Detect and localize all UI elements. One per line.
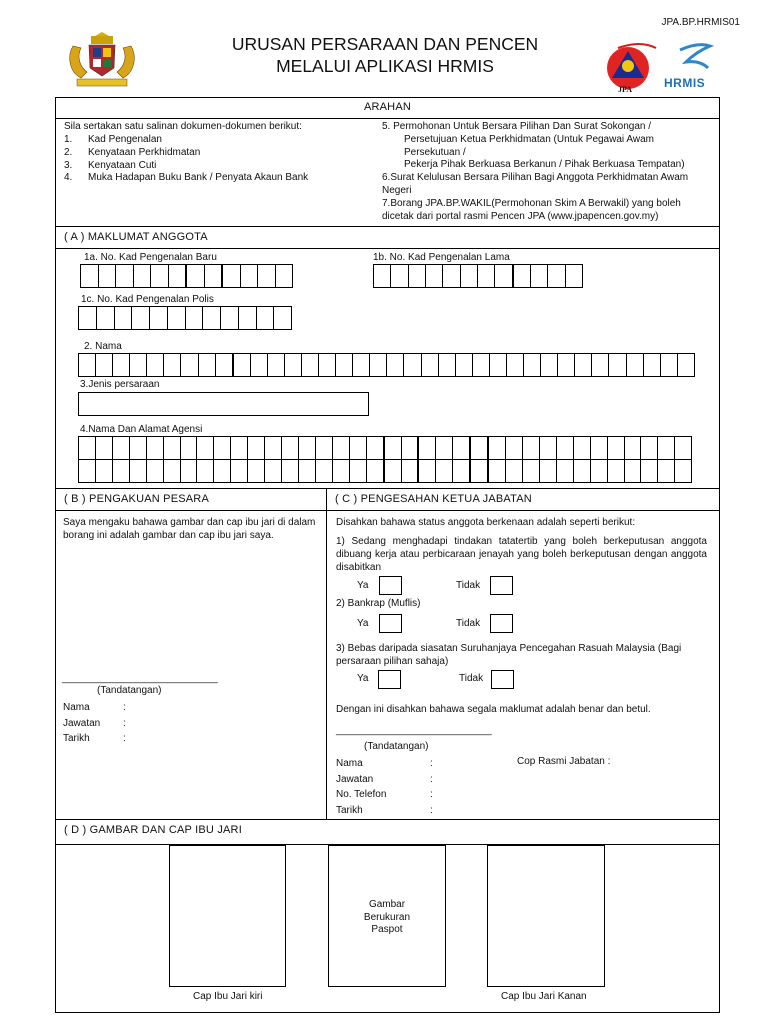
- jpa-hrmis-logo: [600, 38, 725, 96]
- char-box[interactable]: [391, 265, 408, 287]
- char-box[interactable]: [239, 307, 257, 329]
- char-box[interactable]: [248, 460, 265, 482]
- char-box[interactable]: [540, 437, 557, 459]
- section-c-signature-line: ____________________________: [336, 725, 492, 736]
- char-box[interactable]: [164, 354, 181, 376]
- left-thumbprint-box[interactable]: [169, 845, 286, 987]
- hrmis-logo-text: HRMIS: [664, 76, 706, 90]
- char-box[interactable]: [197, 437, 214, 459]
- char-box[interactable]: [333, 460, 350, 482]
- char-box[interactable]: [540, 460, 557, 482]
- char-box[interactable]: [333, 437, 350, 459]
- char-box[interactable]: [489, 437, 506, 459]
- section-c-declaration: Dengan ini disahkan bahawa segala maklumat adalah benar dan betul.: [336, 704, 651, 715]
- q1-ya-label: Ya: [357, 580, 369, 591]
- label-jenis-persaraan: 3.Jenis persaraan: [80, 379, 160, 390]
- char-box[interactable]: [79, 307, 97, 329]
- char-box[interactable]: [150, 307, 168, 329]
- char-box[interactable]: [557, 460, 574, 482]
- photo-label-line-3: Paspot: [371, 924, 403, 935]
- arahan-right-list: 5. Permohonan Untuk Bersara Pilihan Dan Surat Sokongan / Persetujuan Ketua Perkhidmatan (Untuk Pegawai Awam Persekutuan / Pekerja Pihak Berkuasa Berkanun / Pihak Berkuasa Tempatan) 6.Surat Kelulusan Bersara Pilihan Bagi Anggota Perkhidmatan Awam Negeri 7.Borang JPA.BP.WAKIL(Permohonan Skim A Berwakil) yang boleh dicetak dari portal rasmi Pencen JPA (www.jpapencen.gov.my): [382, 121, 689, 222]
- char-box[interactable]: [644, 354, 661, 376]
- char-box[interactable]: [203, 307, 221, 329]
- form-title-line-2: MELALUI APLIKASI HRMIS: [276, 56, 494, 76]
- char-box[interactable]: [316, 460, 333, 482]
- char-box[interactable]: [507, 354, 524, 376]
- section-b-title: ( B ) PENGAKUAN PESARA: [64, 493, 209, 505]
- section-b-fields: Nama : Jawatan : Tarikh :: [63, 702, 126, 744]
- char-box[interactable]: [443, 265, 460, 287]
- char-box[interactable]: [531, 265, 548, 287]
- char-box[interactable]: [81, 265, 99, 287]
- char-box[interactable]: [221, 307, 239, 329]
- section-c-q3: 3) Bebas daripada siasatan Suruhanjaya Pencegahan Rasuah Malaysia (Bagi persaraan pilihan sahaja): [336, 643, 682, 667]
- char-box[interactable]: [489, 460, 506, 482]
- char-box[interactable]: [274, 307, 291, 329]
- char-box[interactable]: [214, 437, 231, 459]
- char-box[interactable]: [385, 437, 402, 459]
- char-box[interactable]: [627, 354, 644, 376]
- char-box[interactable]: [608, 437, 625, 459]
- char-box[interactable]: [506, 460, 523, 482]
- char-box[interactable]: [661, 354, 678, 376]
- char-box[interactable]: [257, 307, 275, 329]
- right-thumbprint-box[interactable]: [487, 845, 605, 987]
- q3-tidak-label: Tidak: [459, 673, 484, 684]
- char-box[interactable]: [251, 354, 268, 376]
- char-box[interactable]: [132, 307, 150, 329]
- char-box[interactable]: [164, 437, 181, 459]
- char-box[interactable]: [558, 354, 575, 376]
- char-box[interactable]: [353, 354, 370, 376]
- section-c-title: ( C ) PENGESAHAN KETUA JABATAN: [335, 493, 532, 505]
- char-box[interactable]: [299, 437, 316, 459]
- section-b-signature-line: ____________________________: [62, 673, 218, 684]
- jpa-logo-text: JPA: [618, 85, 633, 94]
- char-box[interactable]: [461, 265, 478, 287]
- arahan-left-list: 1. Kad Pengenalan 2. Kenyataan Perkhidmatan 3. Kenyataan Cuti 4. Muka Hadapan Buku Bank / Penyata Akaun Bank: [64, 134, 309, 184]
- char-box[interactable]: [168, 307, 186, 329]
- char-box[interactable]: [181, 460, 198, 482]
- char-box[interactable]: [147, 354, 164, 376]
- cop-rasmi-jabatan: Cop Rasmi Jabatan :: [517, 756, 611, 767]
- char-box[interactable]: [130, 354, 147, 376]
- char-box[interactable]: [205, 265, 224, 287]
- q2-ya-label: Ya: [357, 618, 369, 629]
- agensi-boxes-row-2[interactable]: [78, 459, 692, 483]
- char-box[interactable]: [404, 354, 421, 376]
- char-box[interactable]: [181, 354, 198, 376]
- char-box[interactable]: [164, 460, 181, 482]
- char-box[interactable]: [548, 265, 565, 287]
- agensi-boxes-row-1[interactable]: [78, 436, 692, 460]
- jenis-persaraan-field[interactable]: [78, 392, 369, 416]
- char-box[interactable]: [566, 265, 582, 287]
- char-box[interactable]: [541, 354, 558, 376]
- section-c-q2: 2) Bankrap (Muflis): [336, 598, 421, 609]
- char-box[interactable]: [151, 265, 169, 287]
- char-box[interactable]: [453, 460, 471, 482]
- char-box[interactable]: [625, 437, 642, 459]
- q2-tidak-label: Tidak: [456, 618, 481, 629]
- char-box[interactable]: [436, 460, 453, 482]
- section-a-title: ( A ) MAKLUMAT ANGGOTA: [64, 231, 208, 243]
- char-box[interactable]: [147, 460, 164, 482]
- char-box[interactable]: [241, 265, 259, 287]
- char-box[interactable]: [276, 265, 293, 287]
- char-box[interactable]: [116, 265, 134, 287]
- section-b-statement: Saya mengaku bahawa gambar dan cap ibu jari di dalam borang ini adalah gambar dan cap ibu jari saya.: [63, 517, 316, 541]
- section-c-fields: Nama : Jawatan : No. Telefon : Tarikh :: [336, 758, 433, 816]
- char-box[interactable]: [147, 437, 164, 459]
- nama-boxes[interactable]: [78, 353, 695, 377]
- char-box[interactable]: [367, 437, 385, 459]
- label-nama: 2. Nama: [84, 341, 122, 352]
- char-box[interactable]: [134, 265, 152, 287]
- section-b-signature-label: (Tandatangan): [97, 685, 162, 696]
- char-box[interactable]: [79, 460, 96, 482]
- char-box[interactable]: [299, 460, 316, 482]
- char-box[interactable]: [641, 437, 658, 459]
- char-box[interactable]: [319, 354, 336, 376]
- section-c-signature-label: (Tandatangan): [364, 741, 429, 752]
- char-box[interactable]: [285, 354, 302, 376]
- char-box[interactable]: [675, 437, 691, 459]
- char-box[interactable]: [199, 354, 216, 376]
- char-box[interactable]: [113, 460, 130, 482]
- char-box[interactable]: [453, 437, 471, 459]
- char-box[interactable]: [350, 437, 367, 459]
- char-box[interactable]: [658, 437, 675, 459]
- char-box[interactable]: [231, 437, 248, 459]
- arahan-heading: ARAHAN: [363, 101, 412, 113]
- char-box[interactable]: [370, 354, 387, 376]
- char-box[interactable]: [675, 460, 691, 482]
- char-box[interactable]: [96, 437, 113, 459]
- char-box[interactable]: [97, 307, 115, 329]
- label-ic-new: 1a. No. Kad Pengenalan Baru: [84, 252, 217, 263]
- char-box[interactable]: [439, 354, 456, 376]
- form-title-line-1: URUSAN PERSARAAN DAN PENCEN: [231, 34, 539, 54]
- char-box[interactable]: [591, 437, 608, 459]
- char-box[interactable]: [316, 437, 333, 459]
- char-box[interactable]: [387, 354, 404, 376]
- char-box[interactable]: [234, 354, 251, 376]
- q3-ya-label: Ya: [357, 673, 369, 684]
- char-box[interactable]: [436, 437, 453, 459]
- label-ic-old: 1b. No. Kad Pengenalan Lama: [373, 252, 510, 263]
- char-box[interactable]: [523, 437, 540, 459]
- char-box[interactable]: [402, 460, 420, 482]
- char-box[interactable]: [113, 437, 130, 459]
- q1-tidak-checkbox[interactable]: [490, 576, 513, 595]
- char-box[interactable]: [223, 265, 241, 287]
- passport-photo-box[interactable]: [328, 845, 446, 987]
- char-box[interactable]: [214, 460, 231, 482]
- char-box[interactable]: [625, 460, 642, 482]
- char-box[interactable]: [473, 354, 490, 376]
- char-box[interactable]: [79, 354, 96, 376]
- char-box[interactable]: [96, 354, 113, 376]
- char-box[interactable]: [385, 460, 402, 482]
- char-box[interactable]: [402, 437, 420, 459]
- form-code: JPA.BP.HRMIS01: [661, 17, 740, 28]
- char-box[interactable]: [265, 460, 282, 482]
- char-box[interactable]: [524, 354, 541, 376]
- ic-police-boxes[interactable]: [78, 306, 292, 330]
- char-box[interactable]: [99, 265, 117, 287]
- q1-ya-checkbox[interactable]: [379, 576, 402, 595]
- char-box[interactable]: [608, 460, 625, 482]
- char-box[interactable]: [265, 437, 282, 459]
- char-box[interactable]: [248, 437, 265, 459]
- char-box[interactable]: [197, 460, 214, 482]
- label-nama-alamat-agensi: 4.Nama Dan Alamat Agensi: [80, 424, 203, 435]
- right-thumb-label: Cap Ibu Jari Kanan: [501, 991, 587, 1002]
- char-box[interactable]: [282, 460, 299, 482]
- char-box[interactable]: [478, 265, 495, 287]
- ic-old-boxes[interactable]: [373, 264, 583, 288]
- char-box[interactable]: [409, 265, 426, 287]
- char-box[interactable]: [471, 460, 489, 482]
- q3-tidak-checkbox[interactable]: [491, 670, 514, 689]
- q2-ya-checkbox[interactable]: [379, 614, 402, 633]
- section-d-title: ( D ) GAMBAR DAN CAP IBU JARI: [64, 824, 242, 836]
- char-box[interactable]: [574, 460, 591, 482]
- section-c-intro: Disahkan bahawa status anggota berkenaan adalah seperti berikut:: [336, 517, 636, 528]
- char-box[interactable]: [282, 437, 299, 459]
- char-box[interactable]: [609, 354, 626, 376]
- char-box[interactable]: [575, 354, 592, 376]
- q2-tidak-checkbox[interactable]: [490, 614, 513, 633]
- char-box[interactable]: [186, 307, 204, 329]
- section-c-q1: 1) Sedang menghadapi tindakan tatatertib yang boleh berkeputusan anggota dibuang kerja atau perbicaraan jenayah yang boleh berkeputusan dengan anggota disabitkan: [336, 536, 707, 573]
- char-box[interactable]: [115, 307, 133, 329]
- char-box[interactable]: [495, 265, 513, 287]
- char-box[interactable]: [419, 437, 436, 459]
- char-box[interactable]: [591, 460, 608, 482]
- char-box[interactable]: [181, 437, 198, 459]
- char-box[interactable]: [658, 460, 675, 482]
- char-box[interactable]: [96, 460, 113, 482]
- char-box[interactable]: [456, 354, 473, 376]
- char-box[interactable]: [471, 437, 489, 459]
- char-box[interactable]: [574, 437, 591, 459]
- left-thumb-label: Cap Ibu Jari kiri: [193, 991, 263, 1002]
- char-box[interactable]: [374, 265, 391, 287]
- photo-label-line-2: Berukuran: [363, 911, 411, 923]
- q3-ya-checkbox[interactable]: [378, 670, 401, 689]
- char-box[interactable]: [367, 460, 385, 482]
- char-box[interactable]: [422, 354, 439, 376]
- jata-negara-crest-logo: [63, 32, 141, 88]
- char-box[interactable]: [130, 460, 147, 482]
- char-box[interactable]: [130, 437, 147, 459]
- label-ic-police: 1c. No. Kad Pengenalan Polis: [81, 294, 214, 305]
- char-box[interactable]: [231, 460, 248, 482]
- char-box[interactable]: [523, 460, 540, 482]
- photo-label-line-1: Gambar: [368, 899, 406, 910]
- char-box[interactable]: [506, 437, 523, 459]
- char-box[interactable]: [557, 437, 574, 459]
- char-box[interactable]: [268, 354, 285, 376]
- char-box[interactable]: [592, 354, 609, 376]
- arahan-intro: Sila sertakan satu salinan dokumen-dokumen berikut:: [64, 121, 302, 132]
- char-box[interactable]: [641, 460, 658, 482]
- char-box[interactable]: [419, 460, 436, 482]
- char-box[interactable]: [187, 265, 205, 287]
- char-box[interactable]: [302, 354, 319, 376]
- char-box[interactable]: [216, 354, 234, 376]
- char-box[interactable]: [678, 354, 694, 376]
- char-box[interactable]: [336, 354, 353, 376]
- char-box[interactable]: [490, 354, 507, 376]
- char-box[interactable]: [514, 265, 531, 287]
- char-box[interactable]: [79, 437, 96, 459]
- q1-tidak-label: Tidak: [456, 580, 481, 591]
- char-box[interactable]: [169, 265, 188, 287]
- char-box[interactable]: [426, 265, 443, 287]
- char-box[interactable]: [350, 460, 367, 482]
- ic-new-boxes[interactable]: [80, 264, 293, 288]
- char-box[interactable]: [258, 265, 276, 287]
- char-box[interactable]: [113, 354, 130, 376]
